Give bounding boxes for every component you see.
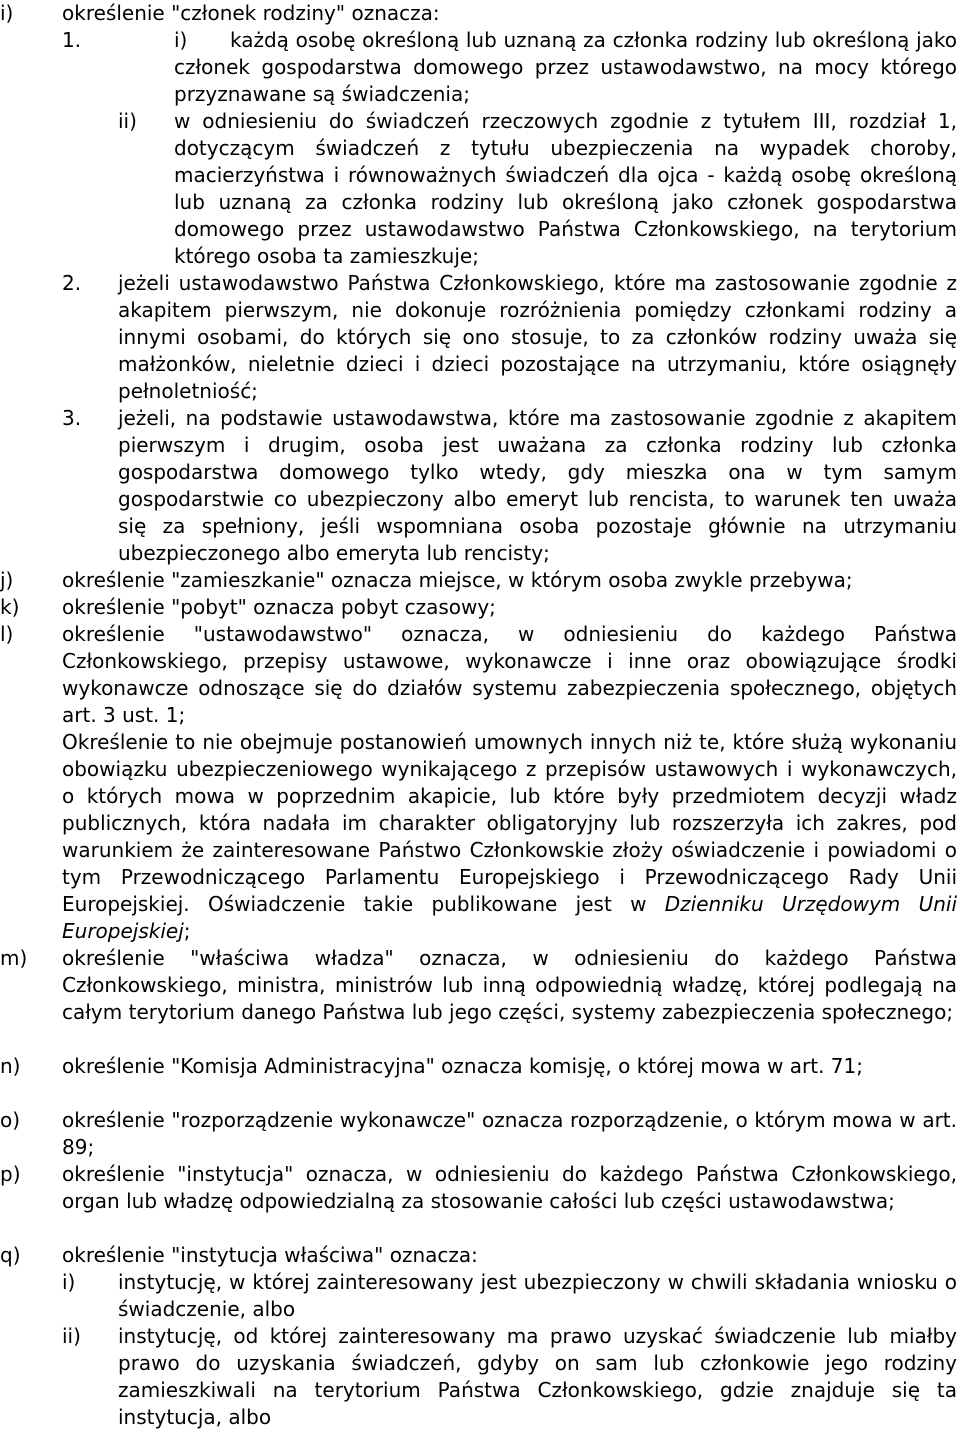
definition-text: określenie "instytucja właściwa" oznacza: xyxy=(62,1243,478,1267)
item-label: q) xyxy=(0,1243,21,1267)
subpoint-text: instytucję, w której zainteresowany jest ubezpieczony w chwili składania wniosku o świadczenie, albo xyxy=(118,1270,957,1321)
subpoint-label: 1. xyxy=(62,28,82,52)
paragraph-end: ; xyxy=(183,919,191,943)
paragraph-text: Określenie to nie obejmuje postanowień umownych innych niż te, które służą wykonaniu obowiązku ubezpieczeniowego wynikającego z przepisów ustawowych i wykonawczych, o których mowa w poprzednim akapicie, lub które były przedmiotem decyzji władz publicznych, która nadała im charakter obligatoryjny lub rozszerzyła ich zakres, pod warunkiem że zainteresowane Państwo Członkowskie złoży oświadczenie i powiadomi o tym Przewodniczącego Parlamentu Europejskiego i Przewodniczącego Rady Unii Europejskiej. Oświadczenie takie publikowane jest w xyxy=(62,730,957,916)
definition-text: określenie "rozporządzenie wykonawcze" oznacza rozporządzenie, o którym mowa w art. 89; xyxy=(62,1108,957,1159)
subpoint-label: 3. xyxy=(62,406,82,430)
definition-paragraph xyxy=(62,729,957,945)
subsubpoint-text: w odniesieniu do świadczeń rzeczowych zgodnie z tytułem III, rozdział 1, dotyczącym świadczeń z tytułu ubezpieczenia na wypadek choroby, macierzyństwa i równoważnych świadczeń dla ojca - każdą osobę określoną lub uznaną za członka rodziny lub określoną jako członek gospodarstwa domowego przez ustawodawstwo Państwa Członkowskiego, na terytorium którego osoba ta zamieszkuje; xyxy=(174,109,957,268)
item-label: j) xyxy=(0,568,14,592)
item-label: p) xyxy=(0,1162,21,1186)
item-label: m) xyxy=(0,946,28,970)
subpoint-text: jeżeli, na podstawie ustawodawstwa, które ma zastosowanie zgodnie z akapitem pierwszym i drugim, osoba jest uważana za członka rodziny lub członka gospodarstwa domowego tylko wtedy, gdy mieszka ona w tym samym gospodarstwie co ubezpieczony albo emeryt lub rencista, to warunek ten uważa się za spełniony, jeśli wspomniana osoba pozostaje głównie na utrzymaniu ubezpieczonego albo emeryta lub rencisty; xyxy=(118,406,957,565)
subsubpoint-text: każdą osobę określoną lub uznaną za członka rodziny lub określoną jako członek gospodarstwa domowego przez ustawodawstwo, na mocy którego przyznawane są świadczenia; xyxy=(174,28,957,106)
item-label: l) xyxy=(0,622,14,646)
item-label: k) xyxy=(0,595,20,619)
definition-text: określenie "właściwa władza" oznacza, w odniesieniu do każdego Państwa Członkowskiego, ministra, ministrów lub inną odpowiednią władzę, której podlegają na całym terytorium danego Państwa lub jego części, systemy zabezpieczenia społecznego; xyxy=(62,946,957,1024)
definition-text: określenie "zamieszkanie" oznacza miejsce, w którym osoba zwykle przebywa; xyxy=(62,568,853,592)
subsubpoint-label: ii) xyxy=(118,109,137,133)
item-label: o) xyxy=(0,1108,21,1132)
definition-text: określenie "Komisja Administracyjna" oznacza komisję, o której mowa w art. 71; xyxy=(62,1054,863,1078)
journal-title: Dzienniku Urzędowym Unii Europejskiej xyxy=(62,892,957,943)
subpoint-label: ii) xyxy=(62,1324,81,1348)
subpoint-label: i) xyxy=(62,1270,76,1294)
subpoint-text: instytucję, od której zainteresowany ma prawo uzyskać świadczenie lub miałby prawo do uzyskania świadczeń, gdyby on sam lub członkowie jego rodziny zamieszkiwali na terytorium Państwa Członkowskiego, gdzie znajduje się ta instytucja, albo xyxy=(118,1324,957,1429)
definition-text: określenie "ustawodawstwo" oznacza, w odniesieniu do każdego Państwa Członkowskiego, przepisy ustawowe, wykonawcze i inne oraz obowiązujące środki wykonawcze odnoszące się do działów systemu zabezpieczenia społecznego, objętych art. 3 ust. 1; xyxy=(62,622,957,727)
definition-text: określenie "członek rodziny" oznacza: xyxy=(62,1,440,25)
subpoint-label: 2. xyxy=(62,271,82,295)
item-label: n) xyxy=(0,1054,21,1078)
item-label: i) xyxy=(0,1,14,25)
definition-text: określenie "instytucja" oznacza, w odniesieniu do każdego Państwa Członkowskiego, organ lub władzę odpowiedzialną za stosowanie całości lub części ustawodawstwa; xyxy=(62,1162,957,1213)
subsubpoint-label: i) xyxy=(174,28,188,52)
definition-text: określenie "pobyt" oznacza pobyt czasowy; xyxy=(62,595,496,619)
subpoint-text: jeżeli ustawodawstwo Państwa Członkowskiego, które ma zastosowanie zgodnie z akapitem pierwszym, nie dokonuje rozróżnienia pomiędzy członkami rodziny a innymi osobami, do których się ono stosuje, to za członków rodziny uważa się małżonków, nieletnie dzieci i dzieci pozostające na utrzymaniu, które osiągnęły pełnoletniość; xyxy=(118,271,957,403)
